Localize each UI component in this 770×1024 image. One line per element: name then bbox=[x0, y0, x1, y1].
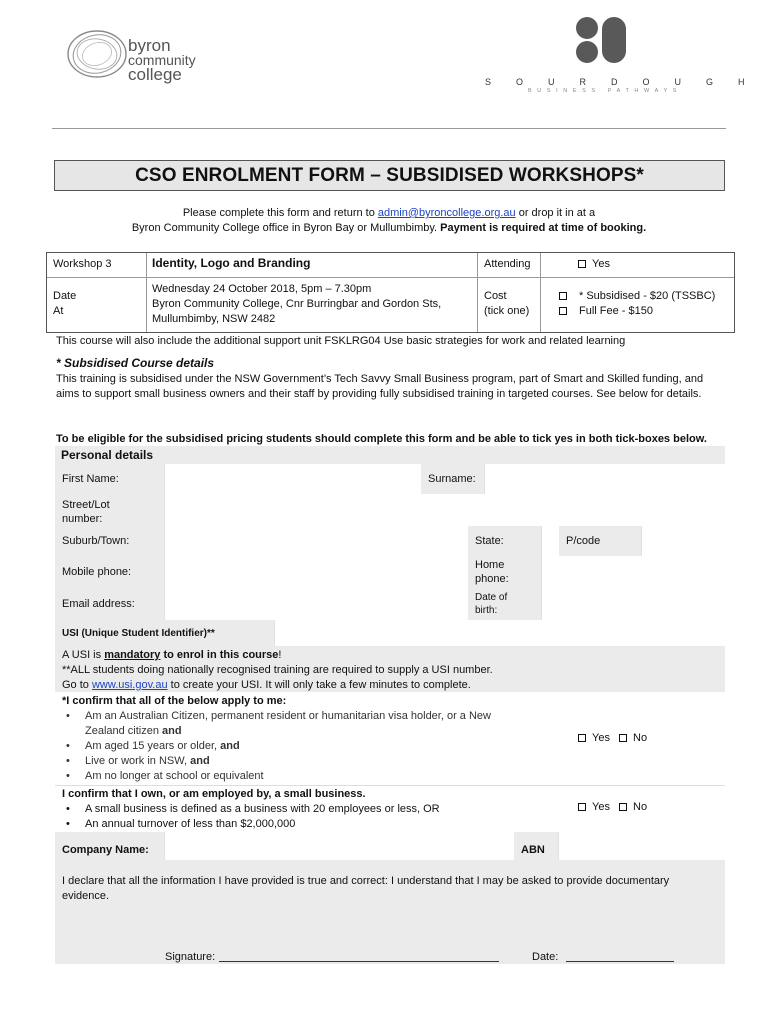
signature-line[interactable] bbox=[165, 950, 499, 965]
business-yes-checkbox[interactable] bbox=[578, 803, 586, 811]
home-phone-label-line2: phone: bbox=[475, 573, 509, 585]
company-label bbox=[55, 838, 164, 862]
business-heading: I confirm that I own, or am employed by, a small business. bbox=[62, 788, 366, 800]
logo-word-community: community bbox=[128, 52, 196, 68]
sourdough-logo-mark bbox=[574, 16, 628, 64]
suburb-label-text: Suburb/Town: bbox=[62, 535, 130, 547]
signature-field[interactable] bbox=[219, 951, 499, 962]
at-label: At bbox=[53, 305, 64, 317]
byron-college-logo-text bbox=[128, 38, 196, 83]
eligibility-no-checkbox[interactable] bbox=[619, 734, 627, 742]
usi-line1-end: ! bbox=[278, 649, 282, 661]
criteria-nsw: Live or work in NSW, bbox=[85, 755, 191, 767]
company-label-text: Company Name: bbox=[62, 844, 149, 856]
date-line[interactable] bbox=[532, 950, 674, 965]
abn-field[interactable] bbox=[558, 832, 725, 860]
criteria-and: and bbox=[190, 755, 210, 767]
intro-line1-end: or drop it in at a bbox=[515, 207, 596, 219]
criteria-school: Am no longer at school or equivalent bbox=[85, 770, 264, 782]
state-field[interactable] bbox=[541, 526, 559, 556]
full-fee-option[interactable] bbox=[559, 304, 653, 319]
logo-word-byron: byron bbox=[128, 36, 171, 55]
company-name-field[interactable] bbox=[164, 832, 514, 860]
criteria-item bbox=[62, 739, 563, 754]
mobile-field[interactable] bbox=[164, 556, 468, 588]
home-phone-label bbox=[468, 556, 541, 588]
business-confirmation bbox=[55, 785, 570, 831]
date-label-text: Date: bbox=[532, 951, 559, 963]
workshop-table bbox=[46, 252, 735, 333]
declaration-block bbox=[55, 862, 725, 964]
intro-line2: Byron Community College office in Byron Bay or Mullumbimby. bbox=[131, 222, 441, 234]
logo-word-college: college bbox=[128, 65, 182, 84]
first-name-label-text: First Name: bbox=[62, 473, 119, 485]
state-label-text: State: bbox=[475, 535, 504, 547]
byron-college-logo-mark bbox=[66, 28, 128, 80]
subsidised-option[interactable] bbox=[559, 289, 715, 304]
eligibility-no-label: No bbox=[633, 732, 648, 744]
mobile-label bbox=[55, 556, 164, 588]
surname-field[interactable] bbox=[484, 464, 725, 494]
suburb-field[interactable] bbox=[164, 526, 468, 556]
sourdough-tagline: BUSINESS PATHWAYS bbox=[528, 88, 682, 94]
usi-line3-post: to create your USI. It will only take a few minutes to complete. bbox=[167, 679, 471, 691]
criteria-and: and bbox=[162, 725, 182, 737]
usi-website-link[interactable]: www.usi.gov.au bbox=[91, 679, 168, 691]
abn-label-text: ABN bbox=[521, 844, 545, 856]
home-phone-field[interactable] bbox=[541, 556, 725, 588]
surname-label bbox=[421, 464, 484, 494]
usi-label bbox=[55, 620, 274, 646]
eligibility-yes-checkbox[interactable] bbox=[578, 734, 586, 742]
email-label bbox=[55, 588, 164, 620]
personal-details-heading: Personal details bbox=[55, 446, 725, 464]
criteria-item bbox=[62, 754, 563, 769]
usi-field[interactable] bbox=[274, 620, 725, 646]
abn-label bbox=[514, 838, 558, 862]
dob-field[interactable] bbox=[541, 588, 725, 620]
email-link[interactable]: admin@byroncollege.org.au bbox=[377, 207, 516, 219]
signature-label: Signature: bbox=[165, 951, 216, 963]
criteria-citizen-line2: Zealand citizen bbox=[85, 725, 163, 737]
header-divider bbox=[52, 128, 726, 129]
usi-line3-pre: Go to bbox=[62, 679, 92, 691]
dob-label-line1: Date of bbox=[475, 592, 508, 603]
attending-yes-label: Yes bbox=[592, 258, 610, 270]
subsidised-option-label: * Subsidised - $20 (TSSBC) bbox=[579, 290, 716, 302]
street-field[interactable] bbox=[164, 494, 725, 526]
pcode-label bbox=[559, 526, 641, 556]
eligibility-note: To be eligible for the subsidised pricing students should complete this form and be able to tick yes in both tick-boxes below. bbox=[56, 433, 707, 445]
usi-line1-pre: A USI is bbox=[62, 649, 105, 661]
usi-label-text: USI (Unique Student Identifier)** bbox=[62, 627, 215, 639]
course-note: This course will also include the additional support unit FSKLRG04 Use basic strategies for work and related learning bbox=[56, 335, 626, 347]
workshop-venue-line1: Byron Community College, Cnr Burringbar and Gordon Sts, bbox=[152, 298, 442, 310]
eligibility-yes-no bbox=[578, 731, 647, 746]
intro-text bbox=[52, 206, 726, 236]
business-yes-label: Yes bbox=[592, 801, 610, 813]
cost-hint: (tick one) bbox=[484, 305, 530, 317]
business-no-checkbox[interactable] bbox=[619, 803, 627, 811]
business-no-label: No bbox=[633, 801, 648, 813]
attending-checkbox[interactable] bbox=[578, 260, 586, 268]
criteria-and: and bbox=[220, 740, 240, 752]
first-name-field[interactable] bbox=[164, 464, 421, 494]
business-item bbox=[62, 817, 563, 832]
cost-label: Cost bbox=[484, 290, 507, 302]
eligibility-criteria bbox=[55, 692, 570, 785]
payment-note: Payment is required at time of booking. bbox=[440, 222, 647, 234]
dob-label bbox=[468, 588, 541, 620]
criteria-item bbox=[62, 709, 563, 739]
suburb-label bbox=[55, 526, 164, 556]
email-label-text: Email address: bbox=[62, 598, 135, 610]
surname-label-text: Surname: bbox=[428, 473, 476, 485]
street-label-line1: Street/Lot bbox=[62, 499, 110, 511]
usi-line2: **ALL students doing nationally recognised training are required to supply a USI number. bbox=[62, 664, 493, 676]
form-title: CSO ENROLMENT FORM – SUBSIDISED WORKSHOPS* bbox=[54, 160, 725, 191]
usi-line1-bold: to enrol in this course bbox=[160, 649, 279, 661]
intro-line1: Please complete this form and return to bbox=[182, 207, 378, 219]
eligibility-yes-label: Yes bbox=[592, 732, 610, 744]
mobile-label-text: Mobile phone: bbox=[62, 566, 132, 578]
criteria-item bbox=[62, 769, 563, 784]
state-label bbox=[468, 526, 541, 556]
subsidised-body: This training is subsidised under the NSW Government’s Tech Savvy Small Business program, part of Smart and Skilled funding, and aims to support small business owners and their staff by providing fully subsidised training in targeted courses. See below for details. bbox=[56, 373, 704, 400]
date-field[interactable] bbox=[566, 951, 674, 962]
dob-label-line2: birth: bbox=[475, 605, 498, 616]
full-fee-checkbox[interactable] bbox=[559, 307, 567, 315]
subsidised-checkbox[interactable] bbox=[559, 292, 567, 300]
business-yes-no bbox=[578, 800, 647, 815]
first-name-label bbox=[55, 464, 164, 494]
full-fee-option-label: Full Fee - $150 bbox=[579, 305, 653, 317]
date-label: Date bbox=[53, 290, 77, 302]
declaration-text: I declare that all the information I have provided is true and correct: I understand that I may be asked to provide documentary evidence. bbox=[62, 875, 670, 902]
workshop-venue-line2: Mullumbimby, NSW 2482 bbox=[152, 313, 276, 325]
home-phone-label-line1: Home bbox=[475, 559, 505, 571]
eligibility-heading: *I confirm that all of the below apply to me: bbox=[62, 695, 287, 707]
street-label bbox=[55, 494, 164, 526]
sourdough-wordmark: SOURDOUGH bbox=[485, 77, 770, 87]
business-item bbox=[62, 802, 563, 817]
pcode-label-text: P/code bbox=[566, 535, 601, 547]
business-turnover: An annual turnover of less than $2,000,000 bbox=[85, 818, 296, 830]
criteria-citizen-line1: Am an Australian Citizen, permanent resident or humanitarian visa holder, or a New bbox=[85, 710, 491, 722]
street-label-line2: number: bbox=[62, 513, 103, 525]
subsidised-heading: * Subsidised Course details bbox=[56, 356, 215, 370]
workshop-name: Identity, Logo and Branding bbox=[152, 256, 311, 270]
attending-label: Attending bbox=[484, 258, 531, 270]
attending-yes-option[interactable] bbox=[578, 257, 610, 272]
workshop-label: Workshop 3 bbox=[53, 258, 112, 270]
pcode-field[interactable] bbox=[641, 526, 725, 556]
criteria-age: Am aged 15 years or older, bbox=[85, 740, 221, 752]
usi-info bbox=[55, 646, 725, 692]
business-employees: A small business is defined as a business with 20 employees or less, OR bbox=[85, 803, 440, 815]
workshop-datetime: Wednesday 24 October 2018, 5pm – 7.30pm bbox=[152, 283, 372, 295]
email-field[interactable] bbox=[164, 588, 468, 620]
usi-mandatory: mandatory bbox=[104, 649, 161, 661]
